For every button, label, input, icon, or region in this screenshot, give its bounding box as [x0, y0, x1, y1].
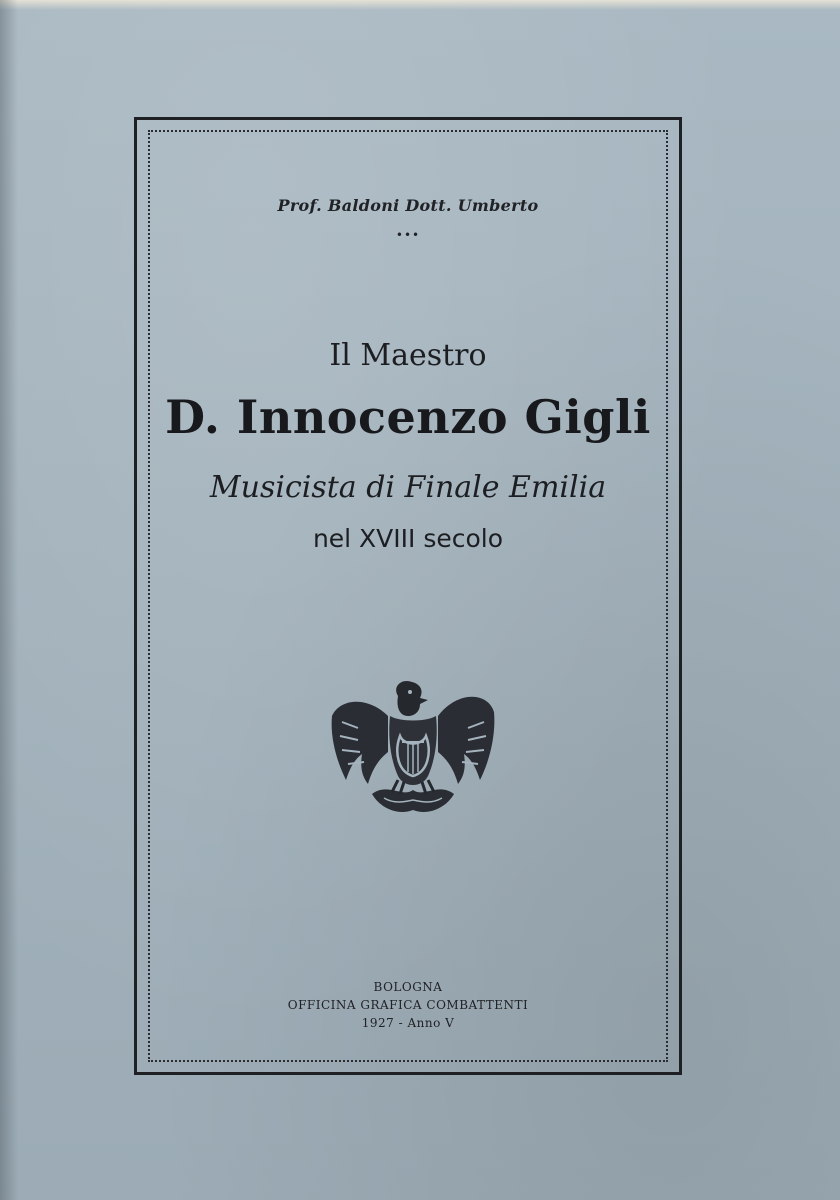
century-line: nel XVIII secolo [312, 524, 504, 553]
subtitle: Musicista di Finale Emilia [209, 470, 607, 505]
inner-dotted-frame [148, 130, 668, 1062]
ornament-dots: ••• [395, 228, 421, 242]
author-line: Prof. Baldoni Dott. Umberto [277, 196, 539, 215]
main-title: D. Innocenzo Gigli [165, 390, 651, 444]
title-prefix: Il Maestro [329, 338, 487, 373]
paper-top-edge [0, 0, 840, 10]
spine-shadow [0, 0, 18, 1200]
publication-date: 1927 - Anno V [361, 1016, 455, 1030]
publisher-press: OFFICINA GRAFICA COMBATTENTI [287, 998, 529, 1012]
eagle-lyre-emblem-icon [328, 676, 498, 822]
publisher-city: BOLOGNA [373, 980, 443, 994]
publisher-block [148, 978, 668, 1032]
